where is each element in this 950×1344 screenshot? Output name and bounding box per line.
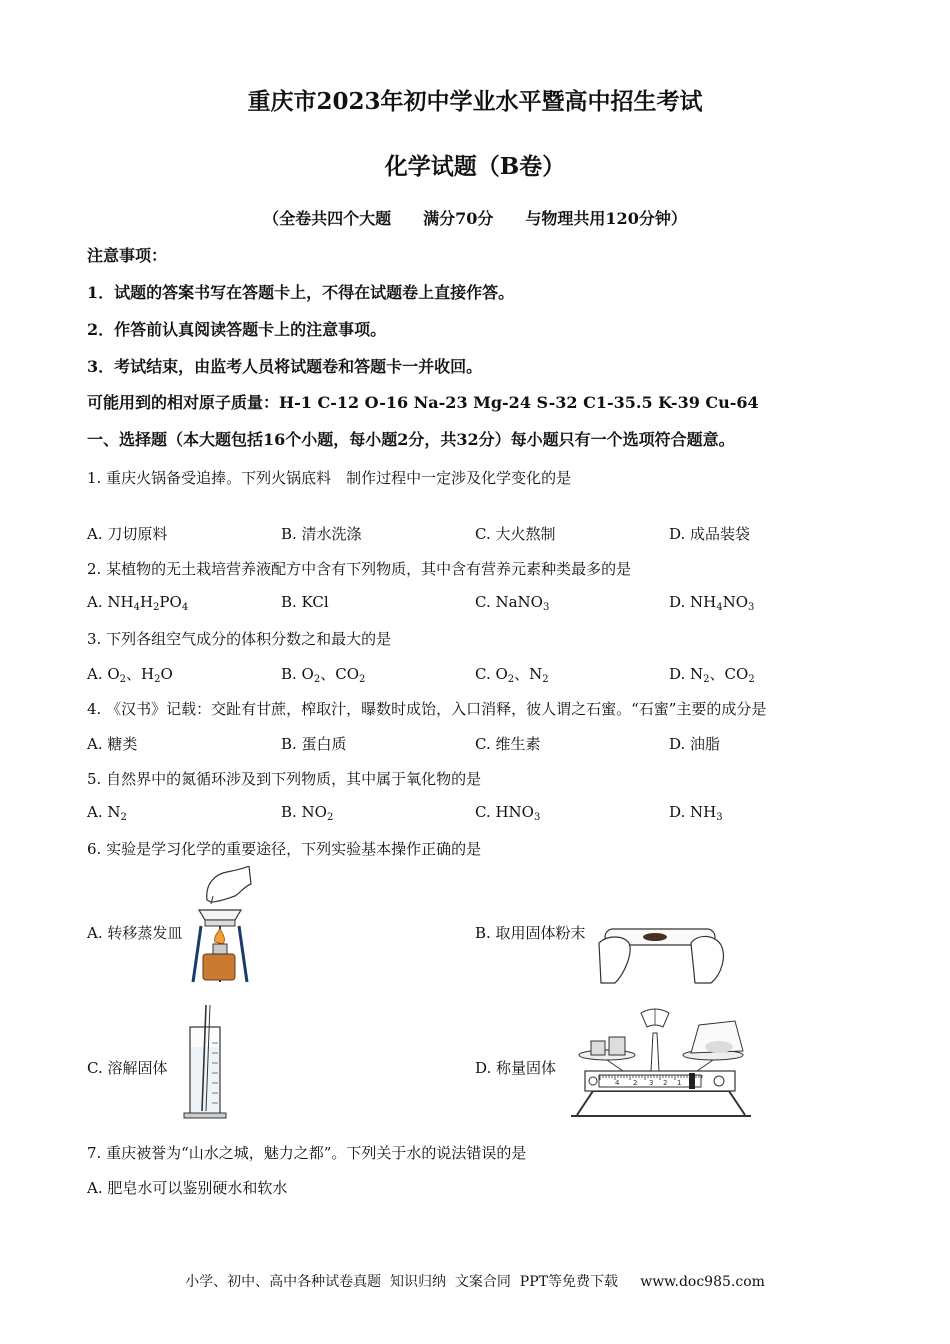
q4-option-c: C. 维生素 bbox=[475, 735, 541, 753]
test-tube-powder-illustration bbox=[595, 913, 730, 988]
q5-option-d bbox=[669, 803, 723, 821]
question-6-stem: 6. 实验是学习化学的重要途径，下列实验基本操作正确的是 bbox=[87, 840, 482, 858]
question-1-stem: 1. 重庆火锅备受追捧。下列火锅底料 制作过程中一定涉及化学变化的是 bbox=[87, 469, 572, 487]
q4-option-d: D. 油脂 bbox=[669, 735, 721, 753]
formula-part: C. HNO bbox=[475, 803, 534, 821]
graduated-cylinder-illustration bbox=[182, 1003, 232, 1119]
q6-option-c: C. 溶解固体 bbox=[87, 1059, 168, 1077]
formula-part: NO bbox=[722, 593, 749, 611]
q2-option-b bbox=[281, 593, 329, 611]
subscript: 4 bbox=[181, 602, 189, 613]
scale-number: 2 bbox=[633, 1079, 638, 1087]
exam-info: （全卷共四个大题 满分70分 与物理共用120分钟） bbox=[263, 209, 687, 228]
scale-number: 4 bbox=[615, 1079, 620, 1087]
subscript: 2 bbox=[703, 674, 710, 685]
subscript: 2 bbox=[542, 674, 549, 685]
subscript: 4 bbox=[133, 602, 140, 613]
question-7-stem: 7. 重庆被誉为“山水之城，魅力之都”。下列关于水的说法错误的是 bbox=[87, 1144, 527, 1162]
formula-part: B. KCl bbox=[281, 593, 329, 611]
formula-part: 、CO bbox=[709, 665, 749, 683]
formula-part: B. NO bbox=[281, 803, 327, 821]
question-4-stem: 4. 《汉书》记载：交趾有甘蔗，榨取汁，曝数时成饴，入口消释，彼人谓之石蜜。“石蜜”主要的成分是 bbox=[87, 700, 767, 718]
q2-option-a bbox=[87, 593, 188, 611]
formula-part: D. NH bbox=[669, 803, 717, 821]
formula-part: H bbox=[139, 593, 154, 611]
q4-option-b: B. 蛋白质 bbox=[281, 735, 347, 753]
subscript: 3 bbox=[542, 602, 550, 613]
q3-option-b bbox=[281, 663, 365, 684]
scale-number: 2 bbox=[663, 1079, 668, 1087]
q7-option-a: A. 肥皂水可以鉴别硬水和软水 bbox=[87, 1179, 288, 1197]
formula-part: 、N bbox=[514, 665, 543, 683]
q1-option-d: D. 成品装袋 bbox=[669, 525, 751, 543]
q1-option-b: B. 清水洗涤 bbox=[281, 525, 362, 543]
formula-part: PO bbox=[159, 593, 182, 611]
notes-heading: 注意事项： bbox=[87, 246, 168, 265]
q3-option-c bbox=[475, 663, 549, 684]
subscript: 2 bbox=[748, 674, 755, 685]
subscript: 3 bbox=[748, 602, 755, 613]
note-item: 2．作答前认真阅读答题卡上的注意事项。 bbox=[87, 320, 387, 339]
subscript: 3 bbox=[716, 812, 723, 823]
formula-part: A. N bbox=[87, 803, 121, 821]
q5-option-a bbox=[87, 803, 127, 821]
q6-option-a: A. 转移蒸发皿 bbox=[87, 924, 183, 942]
subscript: 2 bbox=[154, 674, 161, 685]
subscript: 2 bbox=[313, 674, 321, 685]
q6-option-d: D. 称量固体 bbox=[475, 1059, 557, 1077]
formula-part: C. O bbox=[475, 665, 508, 683]
subscript: 2 bbox=[507, 674, 515, 685]
q2-option-c bbox=[475, 593, 549, 611]
q1-option-a: A. 刀切原料 bbox=[87, 525, 168, 543]
q1-option-c: C. 大火熬制 bbox=[475, 525, 556, 543]
q3-option-a bbox=[87, 663, 173, 684]
formula-part: D. N bbox=[669, 665, 704, 683]
scale-number: 3 bbox=[649, 1079, 654, 1087]
note-item: 3．考试结束，由监考人员将试题卷和答题卡一并收回。 bbox=[87, 357, 483, 376]
q5-option-c bbox=[475, 803, 540, 821]
formula-part: B. O bbox=[281, 665, 314, 683]
subscript: 2 bbox=[120, 812, 127, 823]
q5-option-b bbox=[281, 803, 333, 821]
exam-title: 重庆市2023年初中学业水平暨高中招生考试 bbox=[247, 88, 703, 115]
formula-part: D. NH bbox=[669, 593, 717, 611]
question-2-stem: 2. 某植物的无土栽培营养液配方中含有下列物质，其中含有营养元素种类最多的是 bbox=[87, 560, 632, 578]
subscript: 4 bbox=[716, 602, 723, 613]
subscript: 3 bbox=[533, 812, 541, 823]
page-footer: 小学、初中、高中各种试卷真题 知识归纳 文案合同 PPT等免费下载 www.doc985.com bbox=[185, 1274, 765, 1290]
q4-option-a: A. 糖类 bbox=[87, 735, 138, 753]
note-item: 1．试题的答案书写在答题卡上，不得在试题卷上直接作答。 bbox=[87, 283, 515, 302]
q3-option-d bbox=[669, 663, 755, 684]
section-heading: 一、选择题（本大题包括16个小题，每小题2分，共32分）每小题只有一个选项符合题意。 bbox=[87, 430, 735, 449]
balance-scale-illustration bbox=[563, 1003, 758, 1121]
subscript: 2 bbox=[359, 674, 366, 685]
subscript: 2 bbox=[153, 602, 160, 613]
q6-option-b: B. 取用固体粉末 bbox=[475, 924, 586, 942]
formula-part: O bbox=[160, 665, 173, 683]
evaporating-dish-illustration bbox=[185, 866, 255, 986]
formula-part: A. NH bbox=[87, 593, 134, 611]
q2-option-d bbox=[669, 593, 754, 611]
formula-part: A. O bbox=[87, 665, 120, 683]
scale-number: 1 bbox=[677, 1079, 682, 1087]
question-5-stem: 5. 自然界中的氮循环涉及到下列物质，其中属于氧化物的是 bbox=[87, 770, 482, 788]
question-3-stem: 3. 下列各组空气成分的体积分数之和最大的是 bbox=[87, 630, 392, 648]
atomic-mass-line: 可能用到的相对原子质量：H-1 C-12 O-16 Na-23 Mg-24 S-32 C1-35.5 K-39 Cu-64 bbox=[87, 393, 759, 412]
formula-part: 、CO bbox=[320, 665, 360, 683]
exam-subtitle: 化学试题（B卷） bbox=[384, 153, 566, 180]
subscript: 2 bbox=[326, 812, 334, 823]
formula-part: 、H bbox=[126, 665, 155, 683]
formula-part: C. NaNO bbox=[475, 593, 543, 611]
subscript: 2 bbox=[119, 674, 127, 685]
